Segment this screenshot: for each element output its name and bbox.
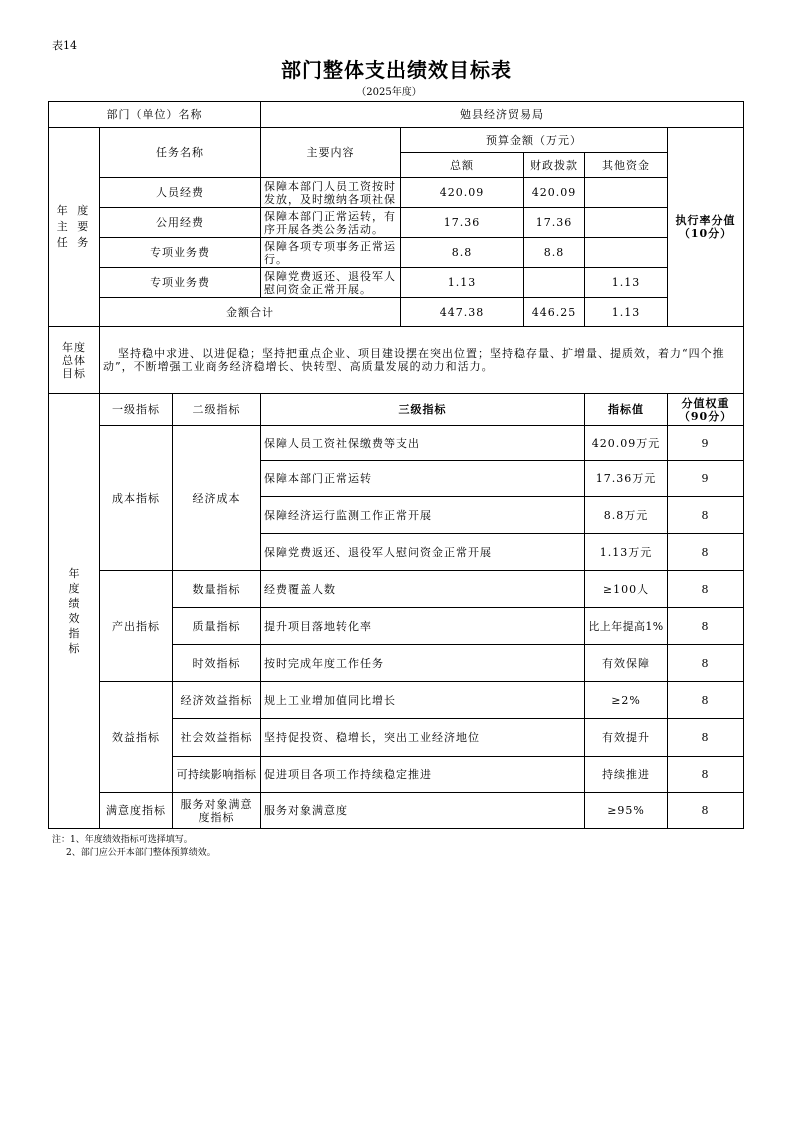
indicator-row [49,682,744,719]
indicator-weight: 8 [668,497,744,534]
overall-goal-label [49,327,100,394]
tasks-header-row [49,128,744,153]
indicator-value: ≥2% [585,682,668,719]
weight-header-line: 分值权重 [681,396,730,410]
sum-other: 1.13 [585,298,668,327]
indicator-value: ≥100人 [585,571,668,608]
task-total: 1.13 [401,268,524,298]
task-row [49,178,744,208]
indicator-row [49,426,744,461]
indicator-level3: 规上工业增加值同比增长 [261,682,585,719]
task-name: 人员经费 [100,178,261,208]
section-label-line: 任 务 [56,236,92,249]
goal-label-line: 目标 [62,366,86,380]
indicator-level2: 社会效益指标 [173,719,261,757]
indicator-value: 有效提升 [585,719,668,757]
indicator-level2: 可持续影响指标 [173,757,261,793]
indicator-level2: 时效指标 [173,645,261,682]
fiscal-header: 财政拨款 [524,153,585,178]
task-total: 17.36 [401,208,524,238]
goal-label-line: 总体 [62,353,86,367]
fiscal-year: （2025年度） [356,87,422,98]
exec-score-line: （10分） [678,227,733,240]
indicator-weight: 8 [668,571,744,608]
content-header: 主要内容 [261,128,401,178]
indicator-level3: 保障党费返还、退役军人慰问资金正常开展 [261,534,585,571]
indicator-level3: 经费覆盖人数 [261,571,585,608]
performance-section-label-text: 年度绩效指标 [68,567,80,655]
indicator-level3: 保障本部门正常运转 [261,461,585,497]
performance-header-row [49,394,744,426]
indicator-value: 17.36万元 [585,461,668,497]
task-other [585,238,668,268]
department-label: 部门（单位）名称 [49,102,261,128]
task-content-cell [261,238,401,268]
indicator-level2: 数量指标 [173,571,261,608]
task-other [585,208,668,238]
sum-row [49,298,744,327]
task-total: 420.09 [401,178,524,208]
overall-goal-text: 坚持稳中求进、以进促稳；坚持把重点企业、项目建设摆在突出位置；坚持稳存量、扩增量、提质效，着力“四个推动”，不断增强工业商务经济稳增长、快转型、高质量发展的动力和活力。 [100,327,744,394]
indicator-weight: 8 [668,645,744,682]
indicator-weight: 8 [668,757,744,793]
level2-header: 二级指标 [173,394,261,426]
indicator-level3: 坚持促投资、稳增长，突出工业经济地位 [261,719,585,757]
indicator-value: 420.09万元 [585,426,668,461]
cost-level1: 成本指标 [100,426,173,571]
satisfaction-level2: 服务对象满意度指标 [173,793,261,829]
cost-level2: 经济成本 [173,426,261,571]
page-title: 部门整体支出绩效目标表 [281,58,512,82]
indicator-level3: 保障经济运行监测工作正常开展 [261,497,585,534]
annual-tasks-section-label [49,128,100,327]
other-header: 其他资金 [585,153,668,178]
level3-header: 三级指标 [261,394,585,426]
task-row [49,268,744,298]
footnote: 注：1、年度绩效指标可选择填写。 [52,835,193,845]
benefit-level1: 效益指标 [100,682,173,793]
sum-label: 金额合计 [100,298,401,327]
task-fiscal: 420.09 [524,178,585,208]
indicator-value: 比上年提高1% [585,608,668,645]
sum-total: 447.38 [401,298,524,327]
indicator-weight: 8 [668,793,744,829]
department-row [49,102,744,128]
task-fiscal: 17.36 [524,208,585,238]
task-total: 8.8 [401,238,524,268]
sum-fiscal: 446.25 [524,298,585,327]
value-header: 指标值 [585,394,668,426]
task-content: 保障各项专项事务正常运行。 [264,239,397,266]
satisfaction-level1: 满意度指标 [100,793,173,829]
task-row [49,208,744,238]
indicator-level2: 质量指标 [173,608,261,645]
output-level1: 产出指标 [100,571,173,682]
indicator-weight: 8 [668,608,744,645]
performance-section-label [49,394,100,829]
indicator-value: 有效保障 [585,645,668,682]
indicator-row [49,571,744,608]
task-content: 保障本部门人员工资按时发放，及时缴纳各项社保 [264,179,397,206]
weight-header-line: （90分） [678,409,733,423]
section-label-line: 主 要 [56,220,92,233]
indicator-level2: 经济效益指标 [173,682,261,719]
indicator-level3: 按时完成年度工作任务 [261,645,585,682]
indicator-weight: 8 [668,534,744,571]
task-fiscal [524,268,585,298]
table-number: 表14 [52,39,77,52]
indicator-value: 持续推进 [585,757,668,793]
level1-header: 一级指标 [100,394,173,426]
exec-score-line: 执行率分值 [675,214,736,227]
indicator-level3: 服务对象满意度 [261,793,585,829]
exec-score-cell [668,128,744,327]
task-other: 1.13 [585,268,668,298]
total-header: 总额 [401,153,524,178]
budget-header: 预算金额（万元） [401,128,668,153]
indicator-value: 1.13万元 [585,534,668,571]
weight-header [668,394,744,426]
indicator-level3: 促进项目各项工作持续稳定推进 [261,757,585,793]
task-other [585,178,668,208]
indicator-weight: 9 [668,461,744,497]
task-name: 专项业务费 [100,268,261,298]
overall-goal-row [49,327,744,394]
indicator-value: ≥95% [585,793,668,829]
indicator-level3: 保障人员工资社保缴费等支出 [261,426,585,461]
task-name: 公用经费 [100,208,261,238]
task-name: 专项业务费 [100,238,261,268]
indicator-value: 8.8万元 [585,497,668,534]
indicator-row [49,793,744,829]
task-name-header: 任务名称 [100,128,261,178]
indicator-weight: 8 [668,719,744,757]
task-content-cell [261,208,401,238]
department-name: 勉县经济贸易局 [261,102,744,128]
indicator-level3: 提升项目落地转化率 [261,608,585,645]
indicator-weight: 9 [668,426,744,461]
indicator-weight: 8 [668,682,744,719]
section-label-line: 年 度 [56,204,92,217]
task-row [49,238,744,268]
task-content-cell [261,268,401,298]
goal-label-line: 年度 [62,340,86,354]
performance-target-table [48,101,744,829]
footnote: 2、部门应公开本部门整体预算绩效。 [66,848,216,858]
task-content-cell [261,178,401,208]
footnotes [52,834,216,860]
task-fiscal: 8.8 [524,238,585,268]
task-content: 保障本部门正常运转，有序开展各类公务活动。 [264,209,397,236]
task-content: 保障党费返还、退役军人慰问资金正常开展。 [264,269,397,296]
